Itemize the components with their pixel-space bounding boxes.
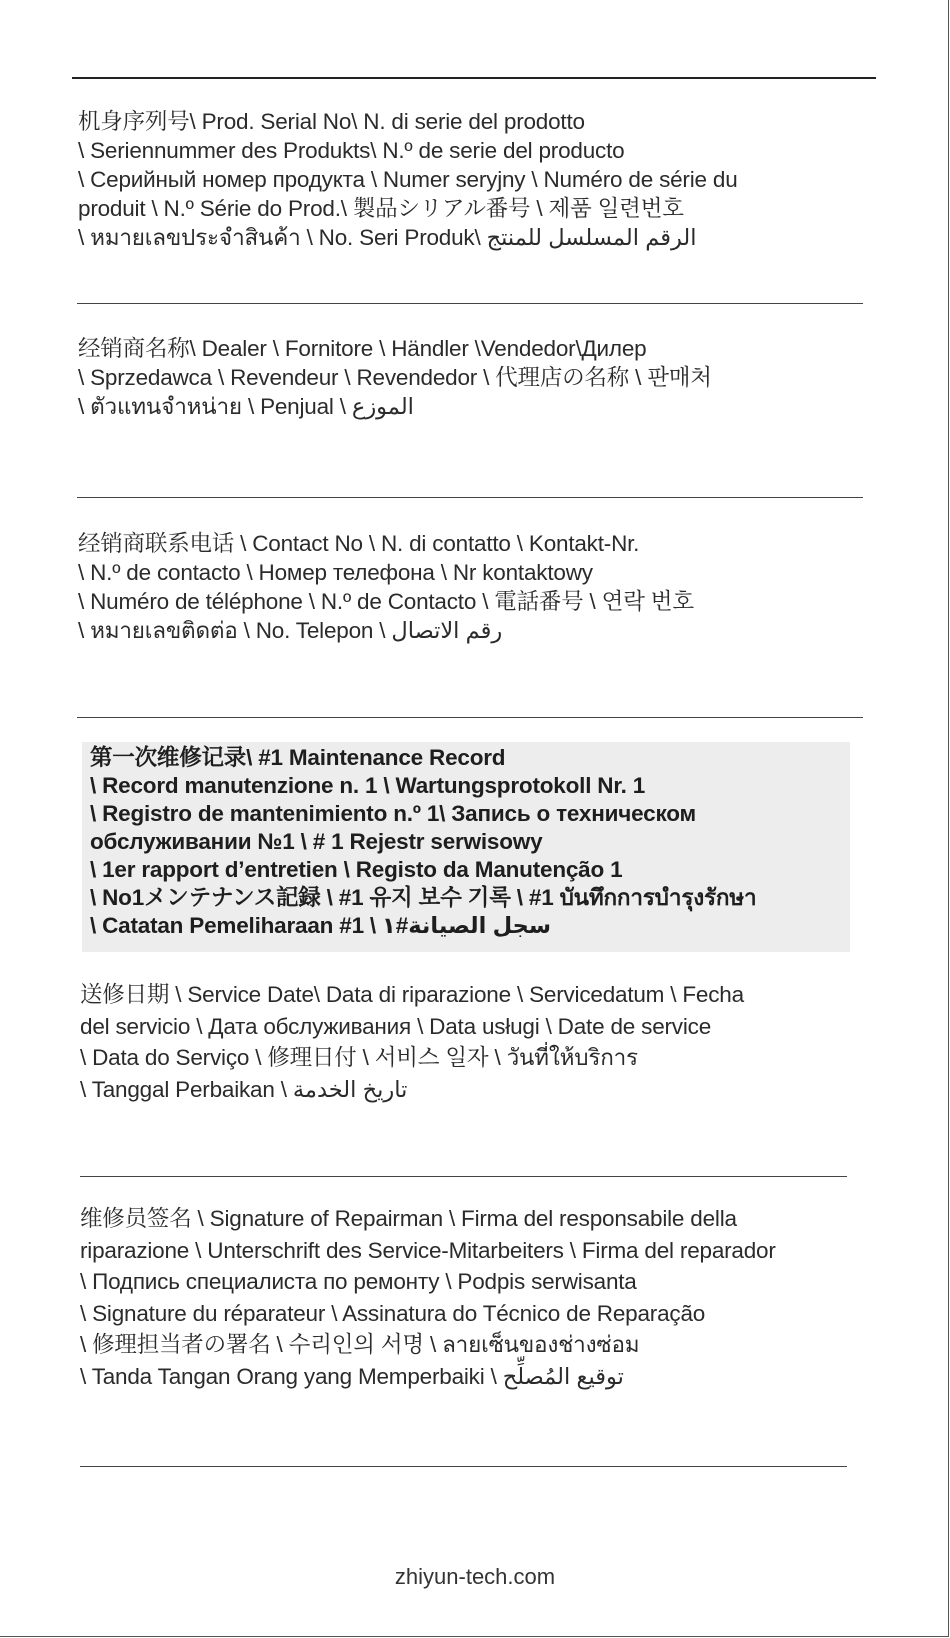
contact-number-line: \ N.º de contacto \ Номер телефона \ Nr kontaktowy [78, 560, 593, 585]
dealer-label [78, 334, 712, 421]
serial-number-line: \ Серийный номер продукта \ Numer seryjny \ Numéro de série du [78, 167, 738, 192]
repairman-signature-line: \ Подпись специалиста по ремонту \ Podpis serwisanta [80, 1269, 637, 1294]
serial-number-write-line [77, 303, 863, 304]
maintenance-record-line: \ No1メンテナンス記録 \ #1 유지 보수 기록 \ #1 บันทึกการบำรุงรักษา [90, 885, 757, 910]
contact-number-line: 经销商联系电话 \ Contact No \ N. di contatto \ Kontakt-Nr. [78, 531, 640, 556]
repairman-signature-line: 维修员签名 \ Signature of Repairman \ Firma del responsabile della [80, 1206, 737, 1231]
repairman-signature-write-line [80, 1466, 847, 1467]
contact-number-label [78, 529, 694, 645]
service-date-write-line [80, 1176, 847, 1177]
serial-number-label [78, 107, 738, 252]
maintenance-record-line: \ Record manutenzione n. 1 \ Wartungsprotokoll Nr. 1 [90, 773, 646, 798]
contact-number-line: \ หมายเลขติดต่อ \ No. Telepon \ رقم الاتصال [78, 618, 503, 643]
footer-website: zhiyun-tech.com [394, 1564, 556, 1589]
top-divider [72, 77, 876, 79]
contact-number-write-line [77, 717, 863, 718]
service-date-line: \ Data do Serviço \ 修理日付 \ 서비스 일자 \ วันที่ให้บริการ [80, 1045, 638, 1070]
service-date-line: del servicio \ Дата обслуживания \ Data usługi \ Date de service [80, 1013, 712, 1039]
repairman-signature-line: \ 修理担当者の署名 \ 수리인의 서명 \ ลายเซ็นของช่างซ่อม [80, 1332, 640, 1357]
repairman-signature-label [80, 1203, 776, 1392]
serial-number-line: \ Seriennummer des Produkts\ N.º de serie del producto [78, 138, 625, 163]
maintenance-record-line: \ Catatan Pemeliharaan #1 \ سجل الصيانة#١ [90, 913, 552, 938]
dealer-line: \ ตัวแทนจำหน่าย \ Penjual \ الموزع [78, 394, 414, 419]
maintenance-record-line: обслуживании №1 \ # 1 Rejestr serwisowy [90, 829, 543, 854]
service-date-line: 送修日期 \ Service Date\ Data di riparazione \ Servicedatum \ Fecha [80, 982, 744, 1007]
maintenance-record-heading [82, 742, 850, 952]
dealer-write-line [77, 497, 863, 498]
serial-number-line: produit \ N.º Série do Prod.\ 製品シリアル番号 \ 제품 일련번호 [78, 196, 684, 221]
repairman-signature-line: \ Signature du réparateur \ Assinatura do Técnico de Reparação [80, 1300, 706, 1326]
repairman-signature-line: \ Tanda Tangan Orang yang Memperbaiki \ توقيع المُصلِّح [80, 1363, 624, 1389]
service-date-line: \ Tanggal Perbaikan \ تاريخ الخدمة [80, 1076, 408, 1102]
maintenance-record-line: 第一次维修记录\ #1 Maintenance Record [90, 745, 506, 770]
repairman-signature-line: riparazione \ Unterschrift des Service-Mitarbeiters \ Firma del reparador [80, 1237, 776, 1263]
serial-number-line: 机身序列号\ Prod. Serial No\ N. di serie del prodotto [78, 109, 585, 134]
service-date-label [80, 979, 744, 1105]
maintenance-record-line: \ 1er rapport d’entretien \ Registo da Manutenção 1 [90, 857, 623, 882]
dealer-line: \ Sprzedawca \ Revendeur \ Revendedor \ 代理店の名称 \ 판매처 [78, 365, 712, 390]
dealer-line: 经销商名称\ Dealer \ Fornitore \ Händler \Vendedor\Дилер [78, 336, 647, 361]
contact-number-line: \ Numéro de téléphone \ N.º de Contacto \ 電話番号 \ 연락 번호 [78, 589, 694, 614]
maintenance-record-line: \ Registro de mantenimiento n.º 1\ Запись о техническом [90, 801, 696, 826]
serial-number-line: \ หมายเลขประจำสินค้า \ No. Seri Produk\ الرقم المسلسل للمنتج [78, 225, 697, 250]
